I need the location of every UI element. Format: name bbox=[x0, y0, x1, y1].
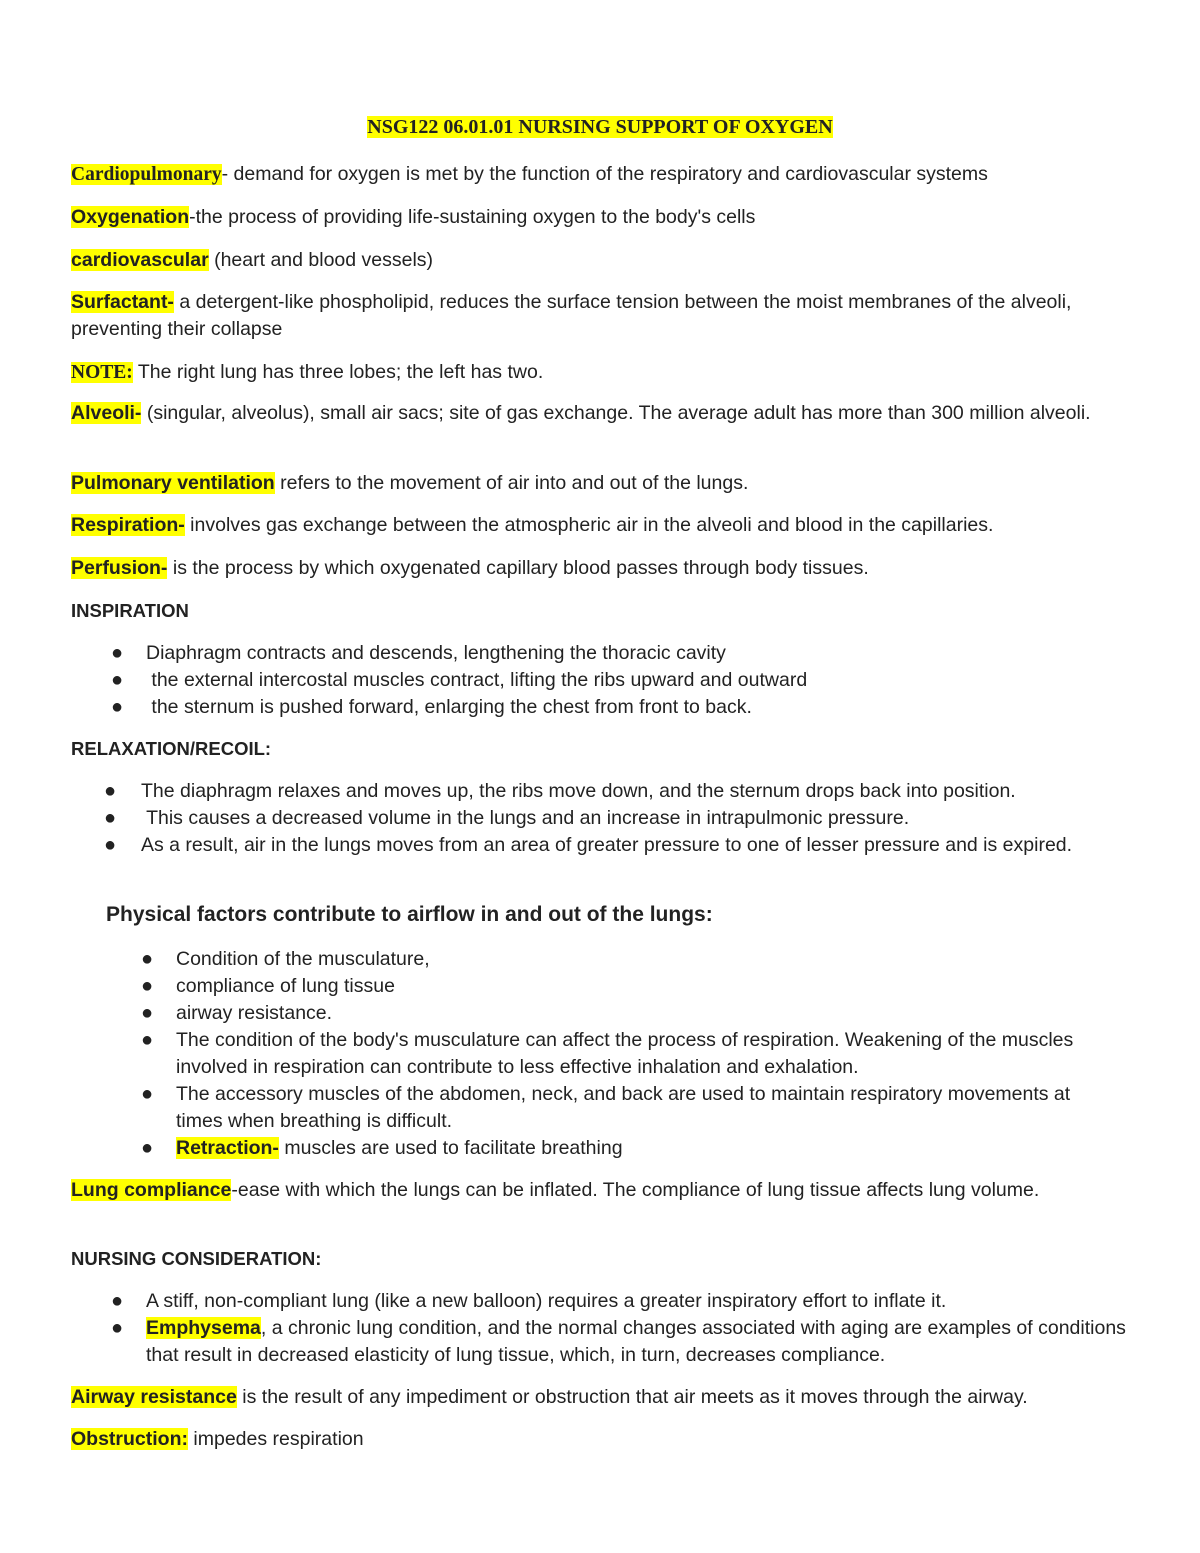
definition-surfactant: Surfactant- a detergent-like phospholipid, reduces the surface tension between the moist membranes of the alveoli, preventing their collapse bbox=[71, 291, 1072, 340]
bullet-icon: ● bbox=[141, 975, 154, 997]
list-item: ● A stiff, non-compliant lung (like a new balloon) requires a greater inspiratory effort to inflate it. bbox=[146, 1288, 1136, 1315]
bullet-icon: ● bbox=[111, 1290, 124, 1312]
definition-perfusion: Perfusion- is the process by which oxygenated capillary blood passes through body tissues. bbox=[71, 557, 869, 579]
definition-lung-compliance: Lung compliance-ease with which the lungs can be inflated. The compliance of lung tissue affects lung volume. bbox=[71, 1179, 1040, 1201]
bullet-icon: ● bbox=[111, 696, 124, 718]
bullet-icon: ● bbox=[111, 669, 124, 691]
list-item: ● The condition of the body's musculature can affect the process of respiration. Weakening of the muscles involved in respiration can contribute to less effective inhalation and exhalation. bbox=[141, 1029, 1074, 1078]
list-item: ● Condition of the musculature, bbox=[176, 946, 1106, 973]
page-title: NSG122 06.01.01 NURSING SUPPORT OF OXYGEN bbox=[367, 116, 833, 138]
relaxation-list bbox=[104, 778, 1141, 859]
bullet-icon: ● bbox=[141, 948, 154, 970]
list-item: ● the sternum is pushed forward, enlarging the chest from front to back. bbox=[146, 694, 1146, 721]
physical-factors-heading: Physical factors contribute to airflow in and out of the lungs: bbox=[106, 903, 713, 926]
definition-respiration: Respiration- involves gas exchange between the atmospheric air in the alveoli and blood in the capillaries. bbox=[71, 514, 994, 536]
relaxation-heading: RELAXATION/RECOIL: bbox=[71, 738, 272, 759]
bullet-icon: ● bbox=[104, 780, 117, 802]
definition-alveoli: Alveoli- (singular, alveolus), small air sacs; site of gas exchange. The average adult has more than 300 million alveoli. bbox=[71, 402, 1091, 424]
list-item: ● The accessory muscles of the abdomen, neck, and back are used to maintain respiratory movements at times when breathing is difficult. bbox=[141, 1083, 1071, 1132]
nursing-consideration-list bbox=[111, 1288, 1136, 1369]
list-item: ● As a result, air in the lungs moves from an area of greater pressure to one of lesser pressure and is expired. bbox=[141, 832, 1141, 859]
definition-obstruction: Obstruction: impedes respiration bbox=[71, 1428, 364, 1450]
bullet-icon: ● bbox=[104, 834, 117, 856]
definition-cardiovascular: cardiovascular (heart and blood vessels) bbox=[71, 249, 434, 271]
note-lung-lobes: NOTE: The right lung has three lobes; the left has two. bbox=[71, 361, 544, 383]
list-item: ● the external intercostal muscles contract, lifting the ribs upward and outward bbox=[146, 667, 1146, 694]
nursing-consideration-heading: NURSING CONSIDERATION: bbox=[71, 1248, 322, 1269]
definition-pulmonary-ventilation: Pulmonary ventilation refers to the movement of air into and out of the lungs. bbox=[71, 472, 749, 494]
list-item: ● compliance of lung tissue bbox=[176, 973, 1106, 1000]
list-item: ● This causes a decreased volume in the lungs and an increase in intrapulmonic pressure. bbox=[141, 805, 1141, 832]
inspiration-heading: INSPIRATION bbox=[71, 600, 189, 621]
list-item: ● airway resistance. bbox=[176, 1000, 1106, 1027]
bullet-icon: ● bbox=[141, 1137, 154, 1159]
bullet-icon: ● bbox=[111, 642, 124, 664]
bullet-icon: ● bbox=[141, 1002, 154, 1024]
list-item: ● Diaphragm contracts and descends, lengthening the thoracic cavity bbox=[146, 640, 1146, 667]
list-item-emphysema: ● Emphysema, a chronic lung condition, and the normal changes associated with aging are examples of conditions that result in decreased elasticity of lung tissue, which, in turn, decreases compliance. bbox=[111, 1317, 1126, 1366]
definition-cardiopulmonary: Cardiopulmonary- demand for oxygen is met by the function of the respiratory and cardiovascular systems bbox=[71, 163, 988, 185]
bullet-icon: ● bbox=[111, 1317, 124, 1339]
physical-factors-list bbox=[141, 946, 1106, 1162]
list-item-retraction: ● Retraction- muscles are used to facilitate breathing bbox=[176, 1135, 1106, 1162]
inspiration-list bbox=[111, 640, 1146, 721]
bullet-icon: ● bbox=[141, 1029, 154, 1051]
definition-airway-resistance: Airway resistance is the result of any impediment or obstruction that air meets as it moves through the airway. bbox=[71, 1386, 1028, 1408]
bullet-icon: ● bbox=[141, 1083, 154, 1105]
list-item: ● The diaphragm relaxes and moves up, the ribs move down, and the sternum drops back into position. bbox=[141, 778, 1141, 805]
bullet-icon: ● bbox=[104, 807, 117, 829]
definition-oxygenation: Oxygenation-the process of providing life-sustaining oxygen to the body's cells bbox=[71, 206, 756, 228]
